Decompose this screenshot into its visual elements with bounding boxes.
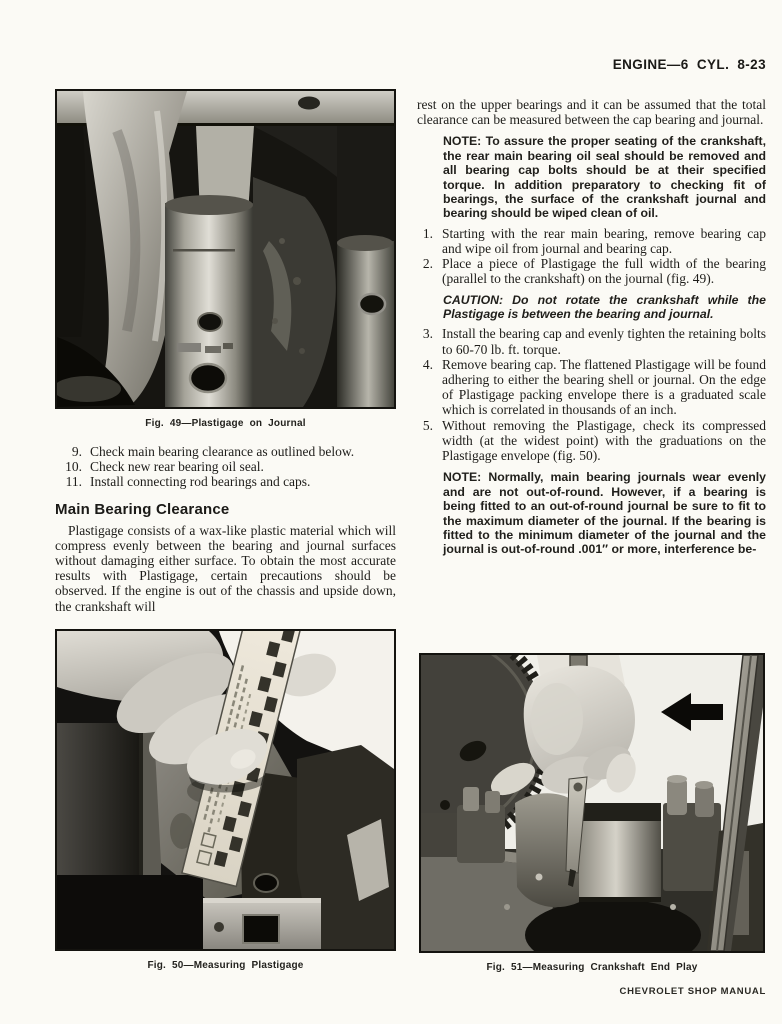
fig50-photo <box>55 629 396 951</box>
list-item <box>55 459 396 474</box>
page-footer: CHEVROLET SHOP MANUAL <box>619 986 766 997</box>
step-text: Starting with the rear main bearing, remove bearing cap and wipe oil from journal and bearing cap. <box>442 225 766 257</box>
crankshaft-end-play-photo <box>421 655 763 951</box>
list-item <box>417 256 766 286</box>
step-text: Install connecting rod bearings and caps. <box>90 474 311 490</box>
fig49-caption: Fig. 49—Plastigage on Journal <box>145 418 306 429</box>
measuring-plastigage-photo <box>57 631 394 949</box>
caution-block: CAUTION: Do not rotate the crankshaft while the Plastigage is between the bearing and journal. <box>443 292 766 322</box>
step-number: 4. <box>422 356 433 372</box>
adjacent-journal <box>337 126 394 407</box>
fig49-photo <box>55 89 396 409</box>
list-item <box>55 474 396 489</box>
step-number: 1. <box>422 225 433 241</box>
step-text: Check main bearing clearance as outlined below. <box>90 444 355 459</box>
assembly-steps-list <box>55 444 396 490</box>
list-item <box>417 418 766 464</box>
step-text: Remove bearing cap. The flattened Plastigage will be found adhering to either the bearing shell or journal. On the edge of Plastigage packing envelope there is a graduated scale which is correlated in thousands of an inch. <box>442 356 766 418</box>
step-number: 5. <box>422 417 433 433</box>
step-text: Install the bearing cap and evenly tighten the retaining bolts to 60-70 lb. ft. torque. <box>442 326 766 357</box>
step-text: Without removing the Plastigage, check its compressed width (at the widest point) with the graduations on the Plastigage envelope (fig. 50). <box>442 417 766 464</box>
crankshaft-journal-photo <box>57 91 394 407</box>
fig51-photo <box>419 653 765 953</box>
body-paragraph: rest on the upper bearings and it can be assumed that the total clearance can be measured between the cap bearing and journal. <box>417 97 766 128</box>
list-item <box>55 444 396 459</box>
figure-49 <box>55 89 396 429</box>
list-item <box>417 357 766 418</box>
figure-51 <box>419 653 765 973</box>
procedure-steps-1-2 <box>417 226 766 287</box>
note-block: NOTE: To assure the proper seating of the crankshaft, the rear main bearing oil seal should be removed and all bearing cap bolts should be at their specified torque. In addition preparatory to checking fit of bearings, the surface of the crankshaft journal and bearing should be wiped clean of oil. <box>443 134 766 221</box>
step-number: 3. <box>422 326 433 342</box>
note-block: NOTE: Normally, main bearing journals wear evenly and are not out-of-round. However, if a bearing is being fitted to an out-of-round journal be sure to fit to the maximum diameter of the journal. If the bearing is fitted to the minimum diameter of the journal and the journal is out-of-round .001″ or more, interference be- <box>443 470 766 557</box>
step-text: Place a piece of Plastigage the full width of the bearing (parallel to the crankshaft) on the journal (fig. 49). <box>442 256 766 287</box>
procedure-steps-3-5 <box>417 326 766 463</box>
fig50-caption: Fig. 50—Measuring Plastigage <box>147 960 304 971</box>
step-number: 2. <box>422 256 433 272</box>
figure-50 <box>55 629 396 971</box>
left-column <box>55 444 396 614</box>
body-paragraph: Plastigage consists of a wax-like plastic material which will compress evenly between the bearing and journal surfaces without damaging either surface. To obtain the most accurate results with Plastigage, certain precautions should be observed. If the engine is out of the chassis and upside down, the crankshaft will <box>55 522 396 614</box>
step-number: 10. <box>65 459 82 475</box>
step-number: 11. <box>65 474 82 490</box>
step-text: Check new rear bearing oil seal. <box>90 459 264 475</box>
list-item <box>417 326 766 356</box>
plastigage-strip <box>173 249 235 252</box>
step-number: 9. <box>71 444 82 459</box>
section-heading: Main Bearing Clearance <box>55 500 230 518</box>
page-header: ENGINE—6 CYL. 8-23 <box>612 57 766 72</box>
main-journal <box>165 195 253 407</box>
list-item <box>417 226 766 256</box>
right-column <box>417 97 766 557</box>
fig51-caption: Fig. 51—Measuring Crankshaft End Play <box>486 962 698 973</box>
